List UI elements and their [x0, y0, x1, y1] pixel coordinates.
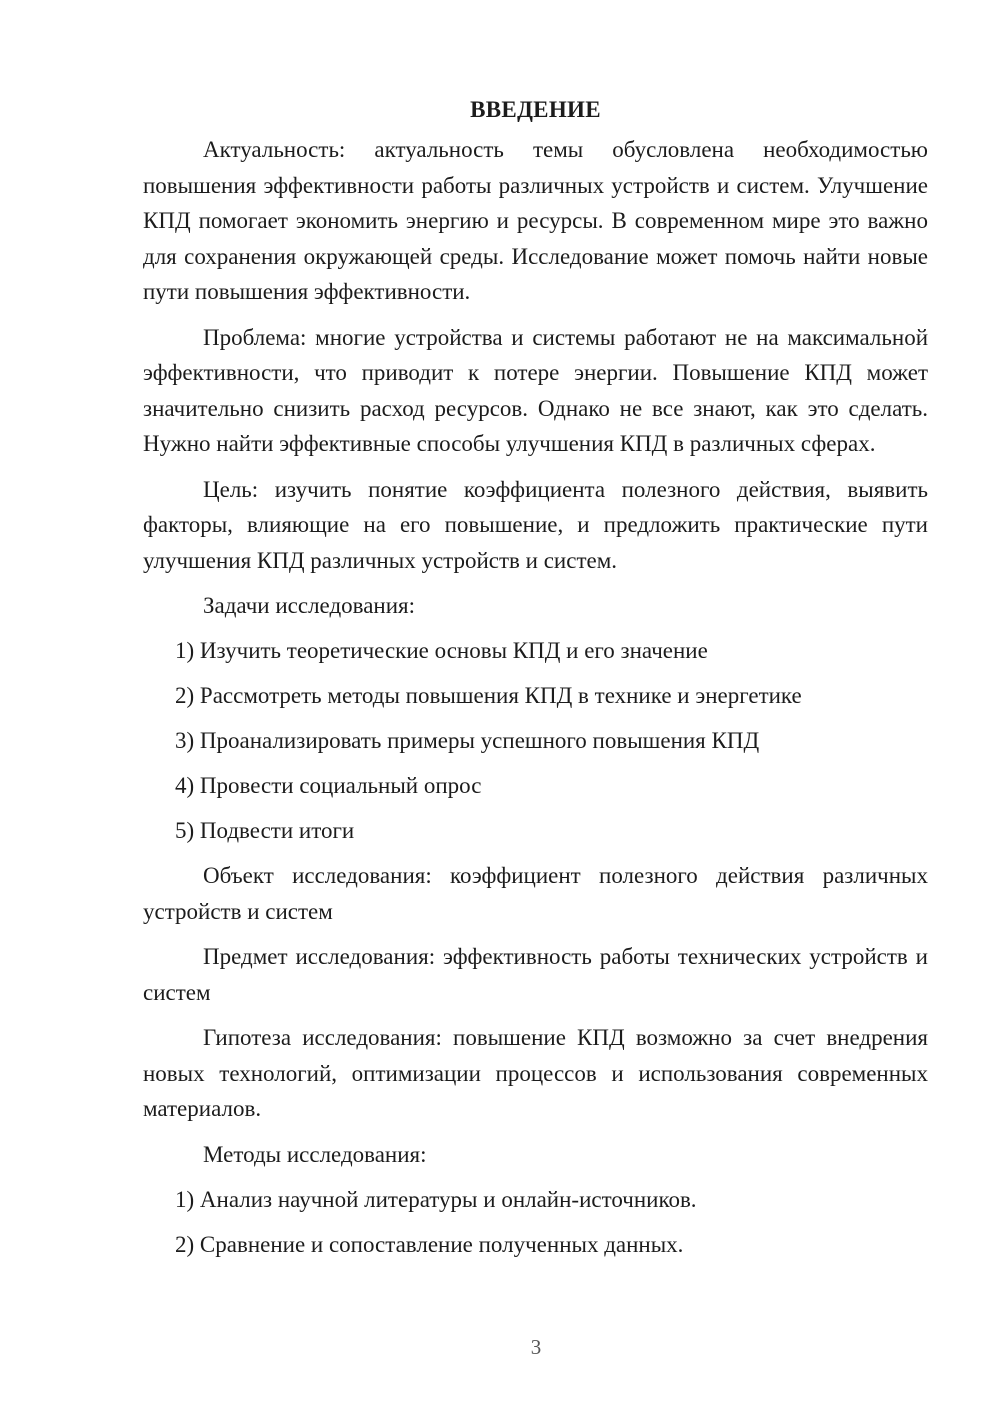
list-item: 1) Изучить теоретические основы КПД и его значение: [175, 638, 708, 663]
goal-paragraph: Цель: изучить понятие коэффициента полезного действия, выявить факторы, влияющие на его повышение, и предложить практические пути улучшения КПД различных устройств и систем.: [143, 476, 928, 573]
methods-title: Методы исследования:: [203, 1141, 427, 1167]
list-item: 3) Проанализировать примеры успешного повышения КПД: [175, 728, 760, 753]
object-paragraph: Объект исследования: коэффициент полезного действия различных устройств и систем: [143, 863, 928, 924]
list-item: 4) Провести социальный опрос: [175, 773, 482, 798]
list-item: 2) Сравнение и сопоставление полученных данных.: [175, 1231, 684, 1257]
methods-list: [143, 1182, 928, 1263]
list-item: 5) Подвести итоги: [175, 818, 355, 843]
tasks-title: Задачи исследования:: [203, 593, 416, 618]
list-item: 1) Анализ научной литературы и онлайн-источников.: [175, 1186, 697, 1212]
problem-paragraph: Проблема: многие устройства и системы работают не на максимальной эффективности, что приводит к потере энергии. Повышение КПД может значительно снизить расход ресурсов. Однако не все знают, как это сделать. Нужно найти эффективные способы улучшения КПД в различных сферах.: [143, 324, 928, 456]
document-page: [143, 92, 928, 1272]
relevance-paragraph: Актуальность: актуальность темы обусловлена необходимостью повышения эффективности работы различных устройств и систем. Улучшение КПД помогает экономить энергию и ресурсы. В современном мире это важно для сохранения окружающей среды. Исследование может помочь найти новые пути повышения эффективности.: [143, 137, 928, 304]
subject-paragraph: Предмет исследования: эффективность работы технических устройств и систем: [143, 944, 928, 1005]
tasks-list: [143, 633, 928, 849]
hypothesis-paragraph: Гипотеза исследования: повышение КПД возможно за счет внедрения новых технологий, оптимизации процессов и использования современных материалов.: [143, 1025, 928, 1121]
list-item: 2) Рассмотреть методы повышения КПД в технике и энергетике: [175, 683, 802, 708]
section-heading: ВВЕДЕНИЕ: [470, 97, 601, 122]
page-number: 3: [530, 1335, 542, 1359]
